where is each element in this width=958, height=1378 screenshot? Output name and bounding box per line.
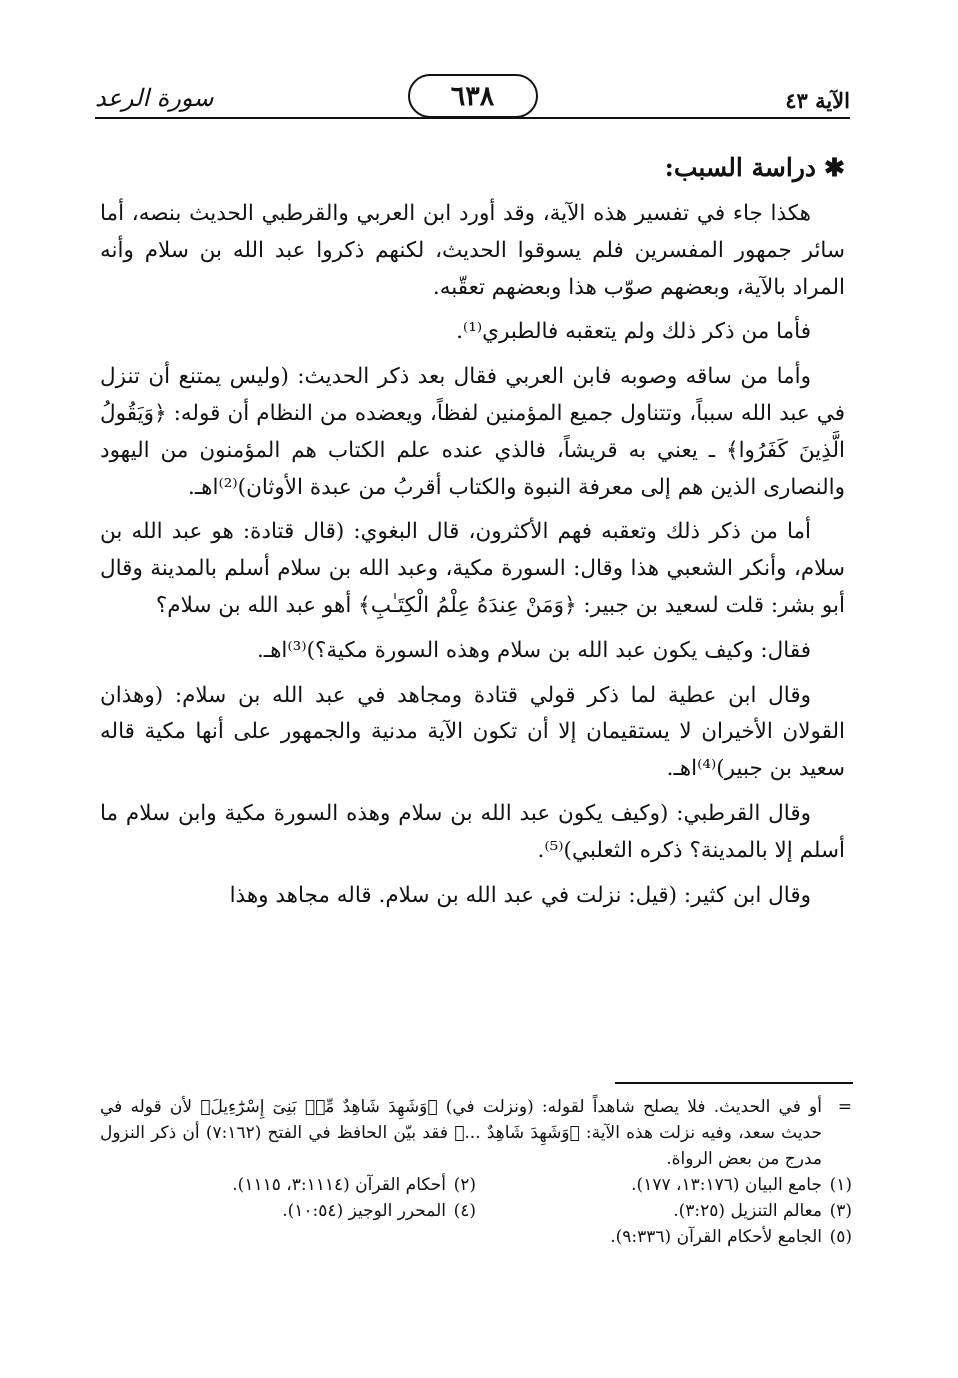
page-number: ٦٣٨ xyxy=(408,74,538,118)
paragraph: فأما من ذكر ذلك ولم يتعقبه فالطبري⁽¹⁾. xyxy=(456,319,811,345)
footnote-row xyxy=(100,1198,852,1224)
footnote-number: (٤) xyxy=(453,1201,476,1221)
footnote-row xyxy=(100,1172,852,1198)
paragraph: فقال: وكيف يكون عبد الله بن سلام وهذه السورة مكية؟)⁽³⁾اهـ. xyxy=(256,637,811,663)
footnote-number: (٢) xyxy=(453,1175,476,1195)
footnote-row xyxy=(100,1224,852,1250)
paragraph: وأما من ساقه وصوبه فابن العربي فقال بعد ذكر الحديث: (وليس يمتنع أن تنزل في عبد الله سبباً، وتتناول جميع المؤمنين لفظاً، ويعضده من النظام أن قوله: ﴿وَيَقُولُ الَّذِينَ كَفَرُوا﴾ ـ يعني به قريشاً، فالذي عنده علم الكتاب هم المؤمنون من اليهود والنصارى الذين هم إلى معرفة النبوة والكتاب أقربُ من عبدة الأوثان)⁽²⁾اهـ. xyxy=(100,364,845,500)
paragraph: وقال ابن كثير: (قيل: نزلت في عبد الله بن سلام. قاله مجاهد وهذا xyxy=(229,882,811,908)
footnote-text: المحرر الوجيز (١٠:٥٤). xyxy=(282,1201,446,1221)
footnote-4 xyxy=(100,1198,476,1224)
footnote-continuation xyxy=(100,1094,852,1172)
section-heading xyxy=(100,150,845,186)
main-text xyxy=(100,150,845,922)
surah-title: سورة الرعد xyxy=(95,84,214,112)
footnote-text: الجامع لأحكام القرآن (٩:٣٣٦). xyxy=(610,1227,822,1247)
footnote-5 xyxy=(100,1224,852,1250)
footnote-number: (٥) xyxy=(829,1227,852,1247)
footnote-rule xyxy=(615,1082,853,1084)
paragraph: أما من ذكر ذلك وتعقبه فهم الأكثرون، قال البغوي: (قال قتادة: هو عبد الله بن سلام، وأنكر الشعبي هذا وقال: السورة مكية، وعبد الله بن سلام أسلم بالمدينة وقال أبو بشر: قلت لسعيد بن جبير: ﴿وَمَنْ عِندَهُ عِلْمُ الْكِتَـٰبِ﴾ أهو عبد الله بن سلام؟ xyxy=(100,519,845,618)
header-rule xyxy=(95,117,850,119)
footnote-number: (١) xyxy=(829,1175,852,1195)
paragraph: وقال ابن عطية لما ذكر قولي قتادة ومجاهد في عبد الله بن سلام: (وهذان القولان الأخيران لا يستقيمان إلا أن تكون الآية مدنية والجمهور على أنها مكية قاله سعيد بن جبير)⁽⁴⁾اهـ. xyxy=(100,682,845,782)
footnote-3 xyxy=(476,1198,852,1224)
footnote-1 xyxy=(476,1172,852,1198)
footnote-text: معالم التنزيل (٣:٢٥). xyxy=(673,1201,822,1221)
footnote-text: جامع البيان (١٣:١٧٦، ١٧٧). xyxy=(631,1175,822,1195)
continuation-mark: = xyxy=(837,1097,852,1117)
continuation-text: أو في الحديث. فلا يصلح شاهداً لقوله: (ونزلت في) ﴿وَشَهِدَ شَاهِدٌ مِّنۢ بَنِىٓ إِسْرَٰٓءِيلَ﴾ لأن قوله في حديث سعد، وفيه نزلت هذه الآية: ﴿وَشَهِدَ شَاهِدٌ ...﴾ فقد بيّن الحافظ في الفتح (٧:١٦٢) أن ذكر النزول مدرج من بعض الرواة. xyxy=(100,1097,822,1169)
paragraph: هكذا جاء في تفسير هذه الآية، وقد أورد ابن العربي والقرطبي الحديث بنصه، أما سائر جمهور المفسرين فلم يسوقوا الحديث، لكنهم ذكروا عبد الله بن سلام وأنه المراد بالآية، وبعضهم صوّب هذا وبعضهم تعقّبه. xyxy=(100,201,845,300)
footnotes xyxy=(100,1094,852,1250)
ayah-label: الآية ٤٣ xyxy=(785,88,850,113)
footnote-number: (٣) xyxy=(829,1201,852,1221)
footnote-2 xyxy=(100,1172,476,1198)
footnote-text: أحكام القرآن (٣:١١١٤، ١١١٥). xyxy=(232,1175,446,1195)
page-header xyxy=(95,74,850,120)
paragraph: وقال القرطبي: (وكيف يكون عبد الله بن سلام وهذه السورة مكية وابن سلام ما أسلم إلا بالمدينة؟ ذكره الثعلبي)⁽⁵⁾. xyxy=(100,800,845,863)
star-icon: ✱ xyxy=(824,153,845,182)
section-heading-text: دراسة السبب: xyxy=(664,153,817,182)
